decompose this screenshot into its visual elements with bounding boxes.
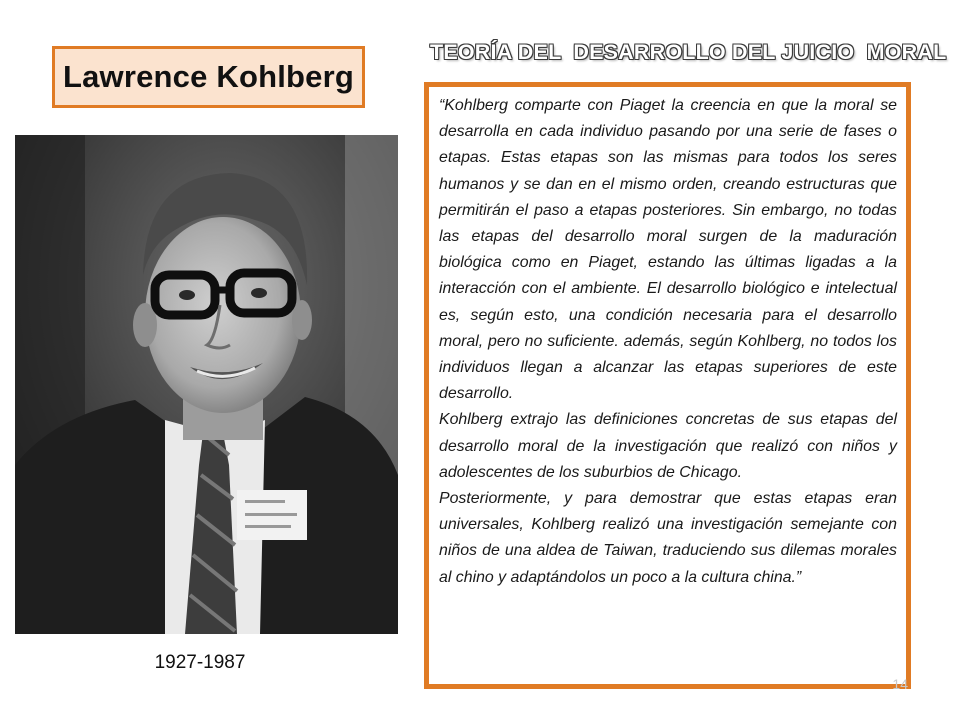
page-number: 14 [892,676,908,692]
person-name: Lawrence Kohlberg [62,59,355,94]
quote-box [424,82,911,689]
quote-paragraph-1: “Kohlberg comparte con Piaget la creencia en que la moral se desarrolla en cada individuo pasando por una serie de fases o etapas. Estas etapas son las mismas para todos los seres humanos y se dan en el mismo orden, creando estructuras que permitirán el paso a etapas posteriores. Sin embargo, no todas las etapas del desarrollo moral surgen de la maduración biológica como en Piaget, estando las últimas ligadas a la interacción con el ambiente. El desarrollo biológico e intelectual es, según esto, una condición necesaria para el desarrollo moral, pero no suficiente. además, según Kohlberg, no todos los individuos llegan a alcanzar las etapas superiores de este desarrollo. [439,97,897,403]
life-years: 1927-1987 [154,652,246,673]
portrait-photo [15,135,398,634]
quote-paragraph-2: Kohlberg extrajo las definiciones concretas de sus etapas del desarrollo moral de la investigación que realizó con niños y adolescentes de los suburbios de Chicago. [439,411,897,481]
quote-text [439,93,897,591]
portrait-illustration [15,135,398,634]
name-title-box [52,46,365,108]
slide-heading: TEORÍA DEL DESARROLLO DEL JUICIO MORAL [430,40,947,64]
quote-paragraph-3: Posteriormente, y para demostrar que estas etapas eran universales, Kohlberg realizó una investigación semejante con niños de una aldea de Taiwan, traduciendo sus dilemas morales al chino y adaptándolos un poco a la cultura china.” [439,490,897,586]
